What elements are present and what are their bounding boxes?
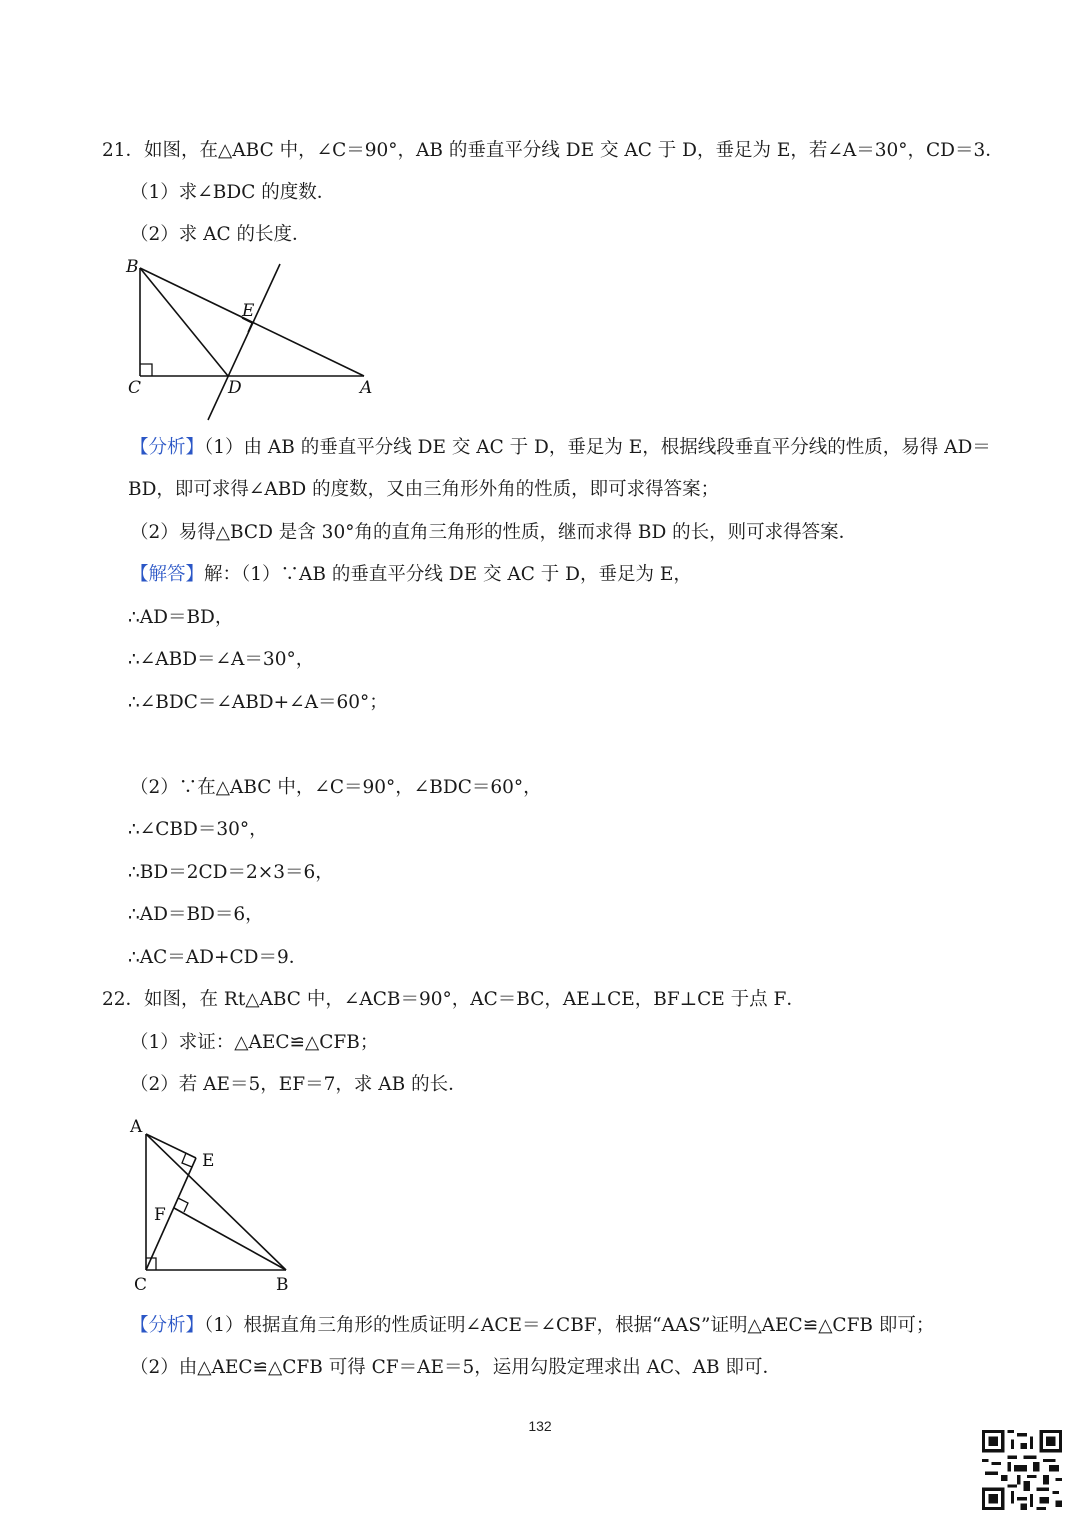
label-b: B: [276, 1275, 289, 1295]
segment-bd: [140, 268, 228, 376]
q21-part2: （2）求 AC 的长度．: [130, 224, 311, 245]
q22-analysis-line1: 【分析】（1）根据直角三角形的性质证明∠ACE＝∠CBF，根据“AAS”证明△AEC≌△CFB 即可；: [130, 1315, 935, 1336]
q21-analysis-line1: 【分析】（1）由 AB 的垂直平分线 DE 交 AC 于 D，垂足为 E，根据线段垂直平分线的性质，易得 AD＝: [130, 437, 991, 458]
label-e: E: [242, 301, 255, 321]
solution-tag: 【解答】: [130, 564, 205, 585]
q21-solution-line5: （2）∵在△ABC 中，∠C＝90°，∠BDC＝60°，: [130, 777, 542, 798]
q21-solution-line9: ∴AC＝AD+CD＝9．: [128, 947, 308, 968]
q21-solution-line2: ∴AD＝BD，: [128, 607, 234, 628]
segment-bf: [174, 1208, 286, 1270]
page-number: 132: [528, 1418, 552, 1434]
label-b: B: [126, 257, 139, 277]
label-c: C: [134, 1275, 148, 1295]
line-de: [208, 264, 280, 420]
analysis-tag: 【分析】: [130, 437, 205, 458]
right-angle-c: [140, 364, 152, 376]
q21-solution-line7: ∴BD＝2CD＝2×3＝6，: [128, 862, 334, 883]
label-a: A: [360, 378, 373, 398]
q21-analysis-line3: （2）易得△BCD 是含 30°角的直角三角形的性质，继而求得 BD 的长，则可求得答案．: [130, 522, 858, 543]
q21-solution-line6: ∴∠CBD＝30°，: [128, 819, 268, 840]
analysis-tag: 【分析】: [130, 1315, 205, 1336]
segment-ae: [146, 1134, 196, 1158]
q22-part2: （2）若 AE＝5，EF＝7，求 AB 的长．: [130, 1074, 467, 1095]
q22-analysis-line2: （2）由△AEC≌△CFB 可得 CF＝AE＝5，运用勾股定理求出 AC、AB 即可．: [130, 1357, 781, 1378]
q21-figure: [118, 250, 388, 425]
q22-stem: 22．如图，在 Rt△ABC 中，∠ACB＝90°，AC＝BC，AE⊥CE，BF⊥CE 于点 F．: [102, 989, 805, 1010]
q22-part1: （1）求证：△AEC≌△CFB；: [130, 1032, 379, 1053]
q21-part1: （1）求∠BDC 的度数．: [130, 182, 336, 203]
label-a: A: [130, 1117, 143, 1137]
label-c: C: [128, 378, 142, 398]
q21-solution-line1: 【解答】解：（1）∵AB 的垂直平分线 DE 交 AC 于 D，垂足为 E，: [130, 564, 692, 585]
label-f: F: [154, 1205, 166, 1225]
label-d: D: [228, 378, 242, 398]
q21-solution-line8: ∴AD＝BD＝6，: [128, 904, 264, 925]
segment-ba: [140, 268, 364, 376]
label-e: E: [202, 1151, 215, 1171]
qr-code-icon: [982, 1430, 1062, 1510]
segment-ab: [146, 1134, 286, 1270]
q21-analysis-line2: BD，即可求得∠ABD 的度数，又由三角形外角的性质，即可求得答案；: [128, 479, 720, 500]
q21-solution-line3: ∴∠ABD＝∠A＝30°，: [128, 649, 315, 670]
q22-figure: [120, 1110, 310, 1300]
q21-solution-line4: ∴∠BDC＝∠ABD+∠A＝60°；: [128, 692, 388, 713]
right-angle-f: [178, 1198, 188, 1212]
q21-stem: 21．如图，在△ABC 中，∠C＝90°，AB 的垂直平分线 DE 交 AC 于 D，垂足为 E，若∠A＝30°，CD＝3．: [102, 140, 1004, 161]
